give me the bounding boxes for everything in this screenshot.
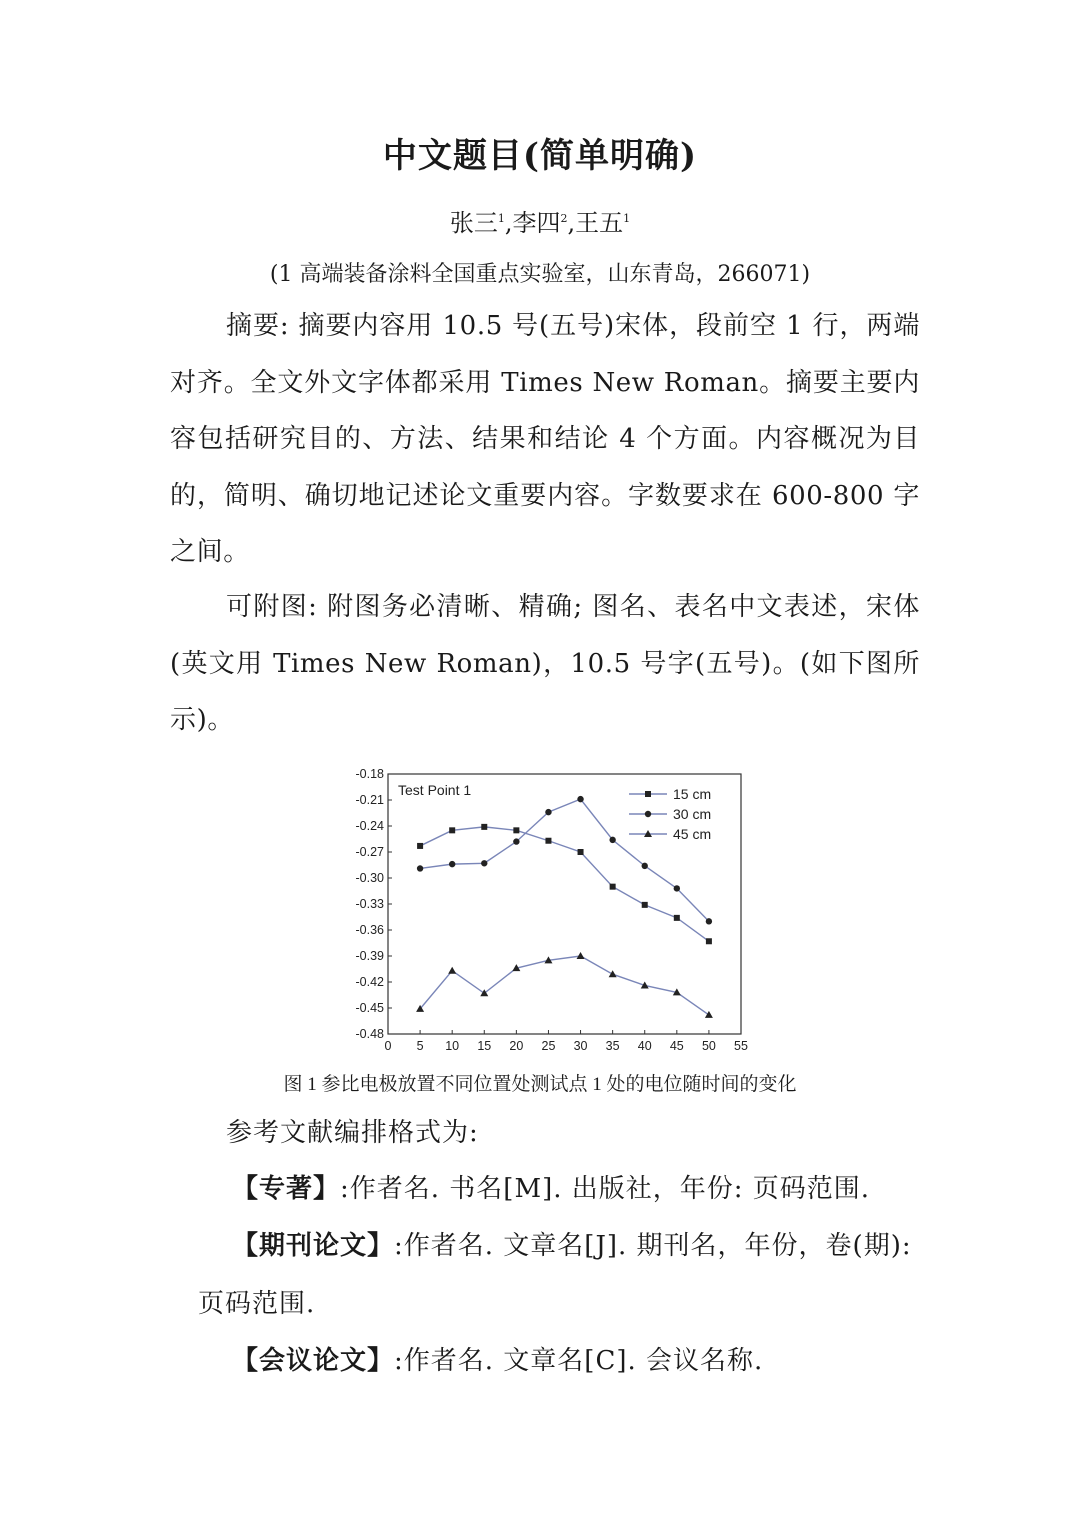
y-tick-label: -0.21 (355, 793, 384, 807)
data-point (449, 861, 455, 867)
x-tick-label: 10 (445, 1039, 460, 1053)
y-tick-label: -0.45 (355, 1001, 384, 1015)
data-point (481, 824, 487, 830)
reference-format-conference: 【会议论文】:作者名. 文章名[C]. 会议名称. (232, 1346, 764, 1376)
chart-legend (629, 786, 711, 842)
x-tick-label: 40 (637, 1039, 652, 1053)
data-point (609, 970, 617, 977)
series-line-30cm (420, 799, 712, 921)
figure-caption: 图 1 参比电极放置不同位置处测试点 1 处的电位随时间的变化 (283, 1074, 797, 1095)
data-point (577, 952, 585, 959)
data-point (513, 827, 519, 833)
affiliation-mark: 1 (497, 212, 505, 225)
series-line-15cm (420, 826, 712, 941)
legend-label: 15 cm (673, 786, 712, 802)
data-point (545, 809, 551, 815)
references-heading: 参考文献编排格式为: (226, 1118, 479, 1148)
x-tick-label: 45 (669, 1039, 684, 1053)
data-point (449, 827, 455, 833)
abstract-paragraph: 摘要: 摘要内容用 10.5 号(五号)宋体，段前空 1 行，两端对齐。全文外文字体都采用 Times New Roman。摘要主要内容包括研究目的、方法、结果和结论 4 个方面。内容概况为目的，简明、确切地记述论文重要内容。字数要求在 600-800 字之间。 (170, 311, 920, 567)
y-tick-label: -0.33 (355, 897, 384, 911)
author-name: 李四 (512, 209, 561, 237)
y-tick-label: -0.36 (355, 923, 384, 937)
data-point (417, 865, 423, 871)
data-point (609, 837, 615, 843)
x-tick-label: 35 (605, 1039, 620, 1053)
affiliation: (1 高端装备涂料全国重点实验室，山东青岛，266071) (269, 262, 811, 287)
x-tick-label: 0 (384, 1039, 392, 1053)
reference-format-monograph: 【专著】:作者名. 书名[M]. 出版社，年份: 页码范围. (232, 1174, 871, 1204)
y-tick-label: -0.30 (355, 871, 384, 885)
data-point (706, 938, 712, 944)
data-point (642, 902, 648, 908)
x-tick-label: 25 (541, 1039, 556, 1053)
y-tick-label: -0.42 (355, 975, 384, 989)
paper-title: 中文题目(简单明确) (382, 136, 698, 176)
data-point (642, 863, 648, 869)
author-list: 张三$^1$,李四$^2$,王五$^1$ (449, 209, 631, 237)
potential-time-chart (340, 762, 750, 1064)
y-tick-label: -0.39 (355, 949, 384, 963)
reference-format-journal: 【期刊论文】:作者名. 文章名[J]. 期刊名，年份，卷(期): (232, 1231, 912, 1261)
legend-label: 30 cm (673, 806, 712, 822)
legend-marker (645, 791, 651, 797)
author-name: 王五 (575, 209, 624, 237)
x-tick-label: 50 (701, 1039, 716, 1053)
data-point (417, 843, 423, 849)
data-point (481, 860, 487, 866)
affiliation-mark: 1 (623, 212, 631, 225)
y-tick-label: -0.18 (355, 767, 384, 781)
author-name: 张三 (449, 209, 498, 237)
affiliation-mark: 2 (560, 212, 568, 225)
series-line-45cm (420, 956, 709, 1015)
legend-marker (645, 811, 651, 817)
data-point (577, 796, 583, 802)
legend-label: 45 cm (673, 826, 712, 842)
data-point (610, 884, 616, 890)
x-tick-label: 20 (509, 1039, 524, 1053)
data-point (545, 838, 551, 844)
y-tick-label: -0.24 (355, 819, 384, 833)
chart-title: Test Point 1 (398, 782, 472, 798)
x-tick-label: 55 (734, 1039, 748, 1053)
data-point (578, 849, 584, 855)
data-point (513, 838, 519, 844)
x-tick-label: 5 (416, 1039, 424, 1053)
data-point (706, 918, 712, 924)
data-point (674, 915, 680, 921)
data-point (448, 967, 456, 974)
data-point (674, 885, 680, 891)
x-tick-label: 30 (573, 1039, 588, 1053)
x-tick-label: 15 (477, 1039, 492, 1053)
data-point (705, 1011, 713, 1018)
figure-note-paragraph: 可附图: 附图务必清晰、精确; 图名、表名中文表述，宋体(英文用 Times New Roman)，10.5 号字(五号)。(如下图所示)。 (170, 592, 920, 735)
y-tick-label: -0.48 (355, 1027, 384, 1041)
reference-format-journal-continued: 页码范围. (198, 1289, 316, 1319)
y-tick-label: -0.27 (355, 845, 384, 859)
